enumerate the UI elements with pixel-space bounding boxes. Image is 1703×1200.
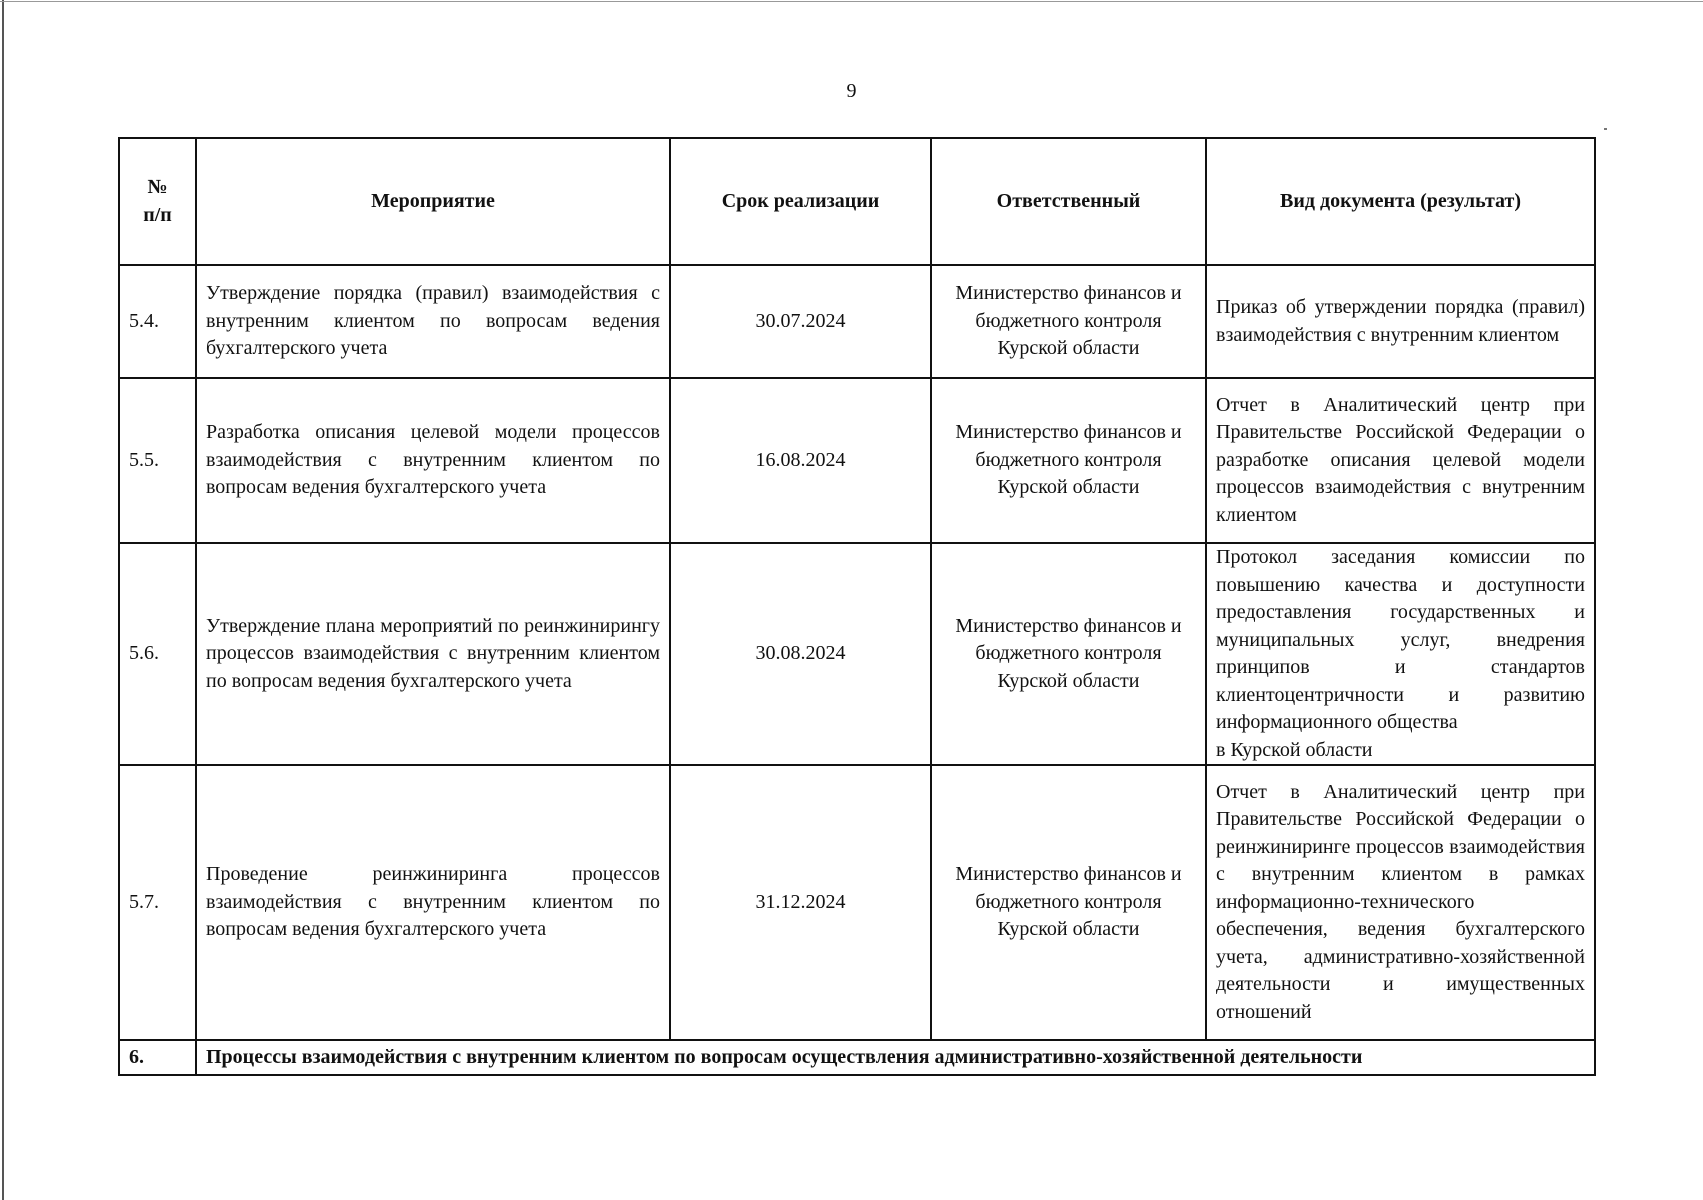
responsible-line: Курской области xyxy=(997,669,1140,692)
header-event: Мероприятие xyxy=(196,138,670,265)
responsible-line: Министерство финансов и xyxy=(955,421,1182,444)
row-result: Отчет в Аналитический центр при Правительстве Российской Федерации о реинжиниринге процессов взаимодействия с внутренним клиентом в рамках информационно-технического обеспечения, ведения бухгалтерского учета, административно-хозяйственной деятельности и имущественных отношений xyxy=(1206,765,1595,1040)
table-row xyxy=(119,765,1595,1040)
scan-left-edge xyxy=(2,0,4,1200)
header-result: Вид документа (результат) xyxy=(1206,138,1595,265)
result-text: Протокол заседания комиссии по повышению качества и доступности предоставления государственных и муниципальных услуг, внедрения принципов и стандартов клиентоцентричности и развитию информационного общества xyxy=(1216,546,1585,733)
scan-speck xyxy=(1604,128,1607,130)
row-result: Приказ об утверждении порядка (правил) взаимодействия с внутренним клиентом xyxy=(1206,265,1595,378)
measures-table xyxy=(118,137,1596,1076)
row-deadline: 30.08.2024 xyxy=(670,543,931,765)
section-title: Процессы взаимодействия с внутренним клиентом по вопросам осуществления административно-хозяйственной деятельности xyxy=(196,1040,1595,1075)
row-deadline: 30.07.2024 xyxy=(670,265,931,378)
responsible-line: Курской области xyxy=(997,918,1140,941)
responsible-line: бюджетного контроля xyxy=(975,642,1162,665)
table-row xyxy=(119,543,1595,765)
header-deadline: Срок реализации xyxy=(670,138,931,265)
row-deadline: 31.12.2024 xyxy=(670,765,931,1040)
responsible-line: Министерство финансов и xyxy=(955,863,1182,886)
header-num-line2: п/п xyxy=(143,203,172,226)
header-num xyxy=(119,138,196,265)
table-row xyxy=(119,265,1595,378)
row-event: Разработка описания целевой модели процессов взаимодействия с внутренним клиентом по вопросам ведения бухгалтерского учета xyxy=(196,378,670,543)
responsible-line: бюджетного контроля xyxy=(975,309,1162,332)
responsible-line: Министерство финансов и xyxy=(955,282,1182,305)
row-event: Проведение реинжиниринга процессов взаимодействия с внутренним клиентом по вопросам ведения бухгалтерского учета xyxy=(196,765,670,1040)
responsible-line: Курской области xyxy=(997,476,1140,499)
responsible-line: бюджетного контроля xyxy=(975,890,1162,913)
header-responsible: Ответственный xyxy=(931,138,1206,265)
row-responsible xyxy=(931,543,1206,765)
header-num-line1: № xyxy=(147,176,168,198)
row-result xyxy=(1206,543,1595,765)
page-number: 9 xyxy=(846,80,857,102)
scan-top-edge xyxy=(0,1,1703,2)
table-header-row xyxy=(119,138,1595,265)
row-result: Отчет в Аналитический центр при Правительстве Российской Федерации о разработке описания целевой модели процессов взаимодействия с внутренним клиентом xyxy=(1206,378,1595,543)
row-responsible xyxy=(931,378,1206,543)
row-event: Утверждение плана мероприятий по реинжинирингу процессов взаимодействия с внутренним клиентом по вопросам ведения бухгалтерского учета xyxy=(196,543,670,765)
row-responsible xyxy=(931,765,1206,1040)
row-number: 5.7. xyxy=(119,765,196,1040)
section-row xyxy=(119,1040,1595,1075)
row-event: Утверждение порядка (правил) взаимодействия с внутренним клиентом по вопросам ведения бухгалтерского учета xyxy=(196,265,670,378)
row-deadline: 16.08.2024 xyxy=(670,378,931,543)
row-number: 5.6. xyxy=(119,543,196,765)
table-row xyxy=(119,378,1595,543)
responsible-line: бюджетного контроля xyxy=(975,448,1162,471)
row-number: 5.4. xyxy=(119,265,196,378)
responsible-line: Курской области xyxy=(997,337,1140,360)
result-text-tail: в Курской области xyxy=(1216,738,1373,761)
row-responsible xyxy=(931,265,1206,378)
section-number: 6. xyxy=(119,1040,196,1075)
row-number: 5.5. xyxy=(119,378,196,543)
responsible-line: Министерство финансов и xyxy=(955,614,1182,637)
